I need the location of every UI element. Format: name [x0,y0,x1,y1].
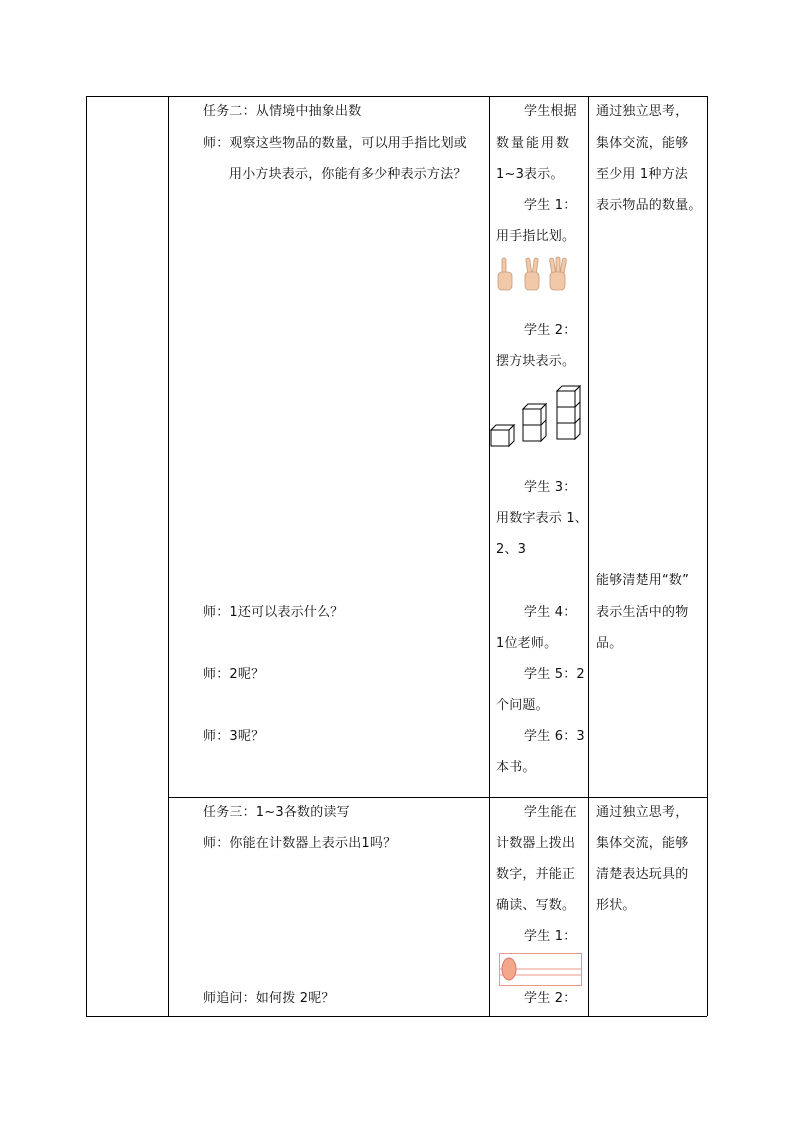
student-4-label: 学生 4： [524,605,577,620]
objective-2-line3: 品。 [596,636,623,651]
table-border-right [707,96,708,1016]
task3-teacher-question-2: 师追问：如何拨 2呢？ [203,991,335,1006]
row-separator [168,797,707,798]
abacus-bead-icon [502,958,516,980]
student-1-label: 学生 1： [524,198,577,213]
hand-two-fingers-icon [525,258,539,290]
teacher-question-2: 师：1还可以表示什么？ [203,605,344,620]
teacher-question-1-line1: 师：观察这些物品的数量，可以用手指比划或 [203,136,468,151]
student-6-label: 学生 6：3 [524,729,585,744]
table-border-top [86,96,707,97]
table-divider-1 [168,96,169,1016]
student-3-answer-cont: 2、3 [496,542,527,557]
table-divider-2 [489,96,490,1016]
task3-student-1-label: 学生 1： [524,929,577,944]
table-border-left [86,96,87,1016]
objective-2-line1: 能够清楚用“数” [596,573,690,588]
student-5-answer: 个问题。 [496,698,549,713]
student-1-answer: 用手指比划。 [496,229,576,244]
cube-stack-two-icon [523,404,546,441]
student-3-label: 学生 3： [524,480,577,495]
student-intro-line3: 1~3表示。 [496,167,564,182]
objective-1-line3: 至少用 1种方法 [596,167,689,182]
student-intro-line2: 数量能用数 [496,136,572,151]
task3-student-line2: 计数器上拨出 [496,836,576,851]
cube-stack-one-icon [491,425,514,446]
student-intro-line1: 学生根据 [524,104,577,119]
task3-student-2-label: 学生 2： [524,991,577,1006]
hand-three-fingers-icon [549,257,566,290]
teacher-question-4: 师：3呢？ [203,729,265,744]
student-2-answer: 摆方块表示。 [496,354,576,369]
student-4-answer: 1位老师。 [496,636,558,651]
task3-objective-line1: 通过独立思考， [596,805,689,820]
hand-one-finger-icon [498,258,512,290]
objective-2-line2: 表示生活中的物 [596,605,689,620]
stacked-cubes-image [490,381,582,449]
objective-1-line1: 通过独立思考， [596,104,689,119]
task3-objective-line3: 清楚表达玩具的 [596,867,689,882]
objective-1-line4: 表示物品的数量。 [596,198,702,213]
student-5-label: 学生 5：2 [524,667,585,682]
task3-student-line3: 数字，并能正 [496,867,576,882]
task3-student-line4: 确读、写数。 [496,898,576,913]
finger-counting-hands-image [494,256,574,294]
student-3-answer: 用数字表示 1、 [496,511,589,526]
task3-title: 任务三：1~3各数的读写 [203,805,350,820]
student-2-label: 学生 2： [524,323,577,338]
task3-objective-line4: 形状。 [596,898,636,913]
cube-stack-three-icon [557,386,580,439]
task3-student-line1: 学生能在 [524,805,577,820]
table-divider-3 [588,96,589,1016]
student-6-answer: 本书。 [496,760,536,775]
abacus-counter-image [499,953,583,987]
teacher-question-3: 师：2呢？ [203,667,265,682]
task3-teacher-question-1: 师：你能在计数器上表示出1吗？ [203,836,397,851]
table-border-bottom [86,1016,707,1017]
task3-objective-line2: 集体交流，能够 [596,836,689,851]
teacher-question-1-line2: 用小方块表示，你能有多少种表示方法？ [229,167,467,182]
objective-1-line2: 集体交流，能够 [596,136,689,151]
task2-title: 任务二：从情境中抽象出数 [203,104,362,119]
